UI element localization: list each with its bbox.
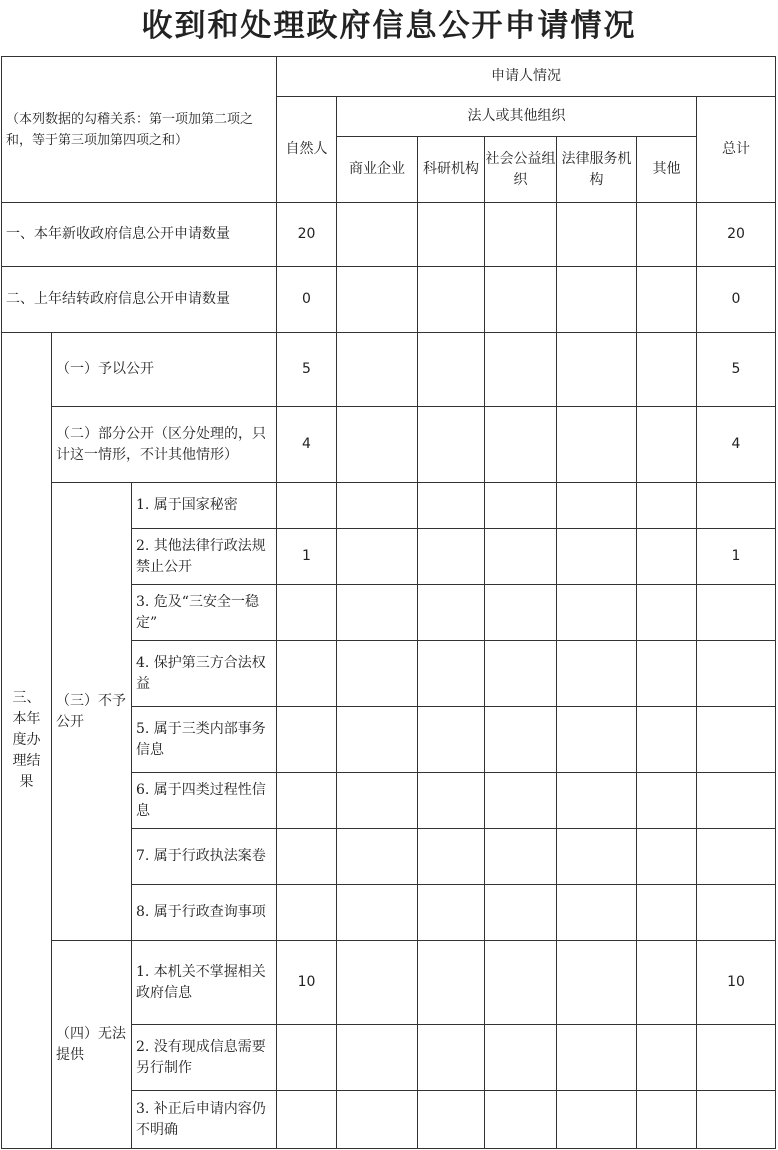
natural-person-value [277, 1025, 337, 1091]
natural-person-header: 自然人 [277, 97, 337, 203]
natural-person-value [277, 483, 337, 529]
natural-person-value [277, 707, 337, 773]
legal-col-header: 商业企业 [337, 137, 418, 203]
section-label: 三、本年度办理结果 [2, 333, 52, 1149]
table-row [2, 407, 776, 483]
total-value: 5 [697, 333, 776, 407]
report-table [1, 56, 776, 1149]
natural-person-value [277, 885, 337, 941]
item-label: 3. 补正后申请内容仍不明确 [132, 1091, 277, 1149]
group-label: （三）不予公开 [52, 483, 132, 941]
table-row [2, 203, 776, 267]
total-value: 1 [697, 529, 776, 585]
natural-person-value [277, 1091, 337, 1149]
natural-person-value: 4 [277, 407, 337, 483]
total-header: 总计 [697, 97, 776, 203]
natural-person-value [277, 641, 337, 707]
group-label: （四）无法提供 [52, 941, 132, 1149]
total-value [697, 483, 776, 529]
total-value: 20 [697, 203, 776, 267]
natural-person-value: 20 [277, 203, 337, 267]
legal-group-header: 法人或其他组织 [337, 97, 697, 137]
natural-person-value: 0 [277, 267, 337, 333]
item-label: 6. 属于四类过程性信息 [132, 773, 277, 829]
total-value: 0 [697, 267, 776, 333]
row-label: 二、上年结转政府信息公开申请数量 [2, 267, 277, 333]
legal-col-header: 社会公益组织 [485, 137, 557, 203]
row-label: （二）部分公开（区分处理的，只计这一情形，不计其他情形） [52, 407, 277, 483]
table-row [2, 483, 776, 529]
table-row [2, 941, 776, 1025]
item-label: 1. 属于国家秘密 [132, 483, 277, 529]
total-value [697, 585, 776, 641]
total-value [697, 641, 776, 707]
legal-col-header: 科研机构 [418, 137, 485, 203]
total-value: 10 [697, 941, 776, 1025]
natural-person-value [277, 829, 337, 885]
item-label: 2. 其他法律行政法规禁止公开 [132, 529, 277, 585]
table-row [2, 267, 776, 333]
total-value [697, 773, 776, 829]
natural-person-value: 5 [277, 333, 337, 407]
item-label: 4. 保护第三方合法权益 [132, 641, 277, 707]
applicant-group-header: 申请人情况 [277, 57, 776, 97]
natural-person-value [277, 585, 337, 641]
total-value [697, 885, 776, 941]
header-note: （本列数据的勾稽关系：第一项加第二项之和，等于第三项加第四项之和） [2, 57, 277, 203]
page-title: 收到和处理政府信息公开申请情况 [141, 8, 637, 44]
item-label: 2. 没有现成信息需要另行制作 [132, 1025, 277, 1091]
item-label: 1. 本机关不掌握相关政府信息 [132, 941, 277, 1025]
total-value [697, 1091, 776, 1149]
natural-person-value: 1 [277, 529, 337, 585]
total-value [697, 829, 776, 885]
legal-col-header: 其他 [637, 137, 697, 203]
item-label: 8. 属于行政查询事项 [132, 885, 277, 941]
natural-person-value [277, 773, 337, 829]
row-label: 一、本年新收政府信息公开申请数量 [2, 203, 277, 267]
item-label: 5. 属于三类内部事务信息 [132, 707, 277, 773]
legal-col-header: 法律服务机构 [557, 137, 637, 203]
total-value [697, 1025, 776, 1091]
total-value [697, 707, 776, 773]
natural-person-value: 10 [277, 941, 337, 1025]
item-label: 7. 属于行政执法案卷 [132, 829, 277, 885]
table-row [2, 333, 776, 407]
row-label: （一）予以公开 [52, 333, 277, 407]
item-label: 3. 危及“三安全一稳定” [132, 585, 277, 641]
total-value: 4 [697, 407, 776, 483]
